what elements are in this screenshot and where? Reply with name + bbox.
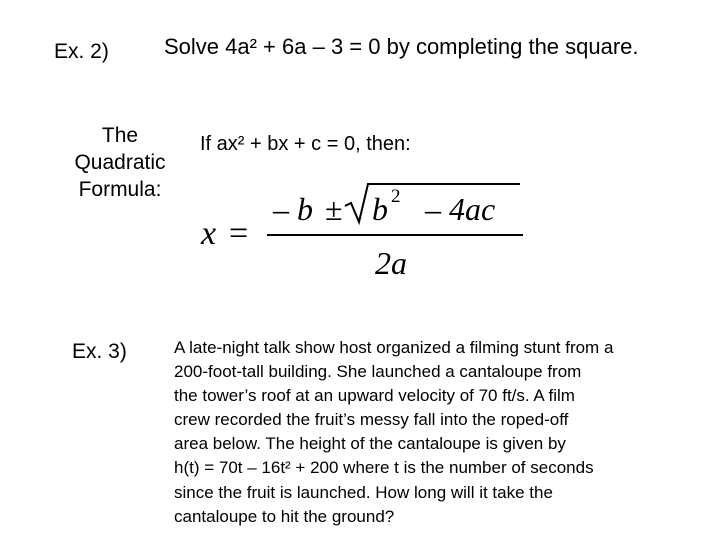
word-problem-line: crew recorded the fruit’s messy fall into the roped-off [174,410,569,430]
example-2-label: Ex. 2) [54,40,109,63]
formula-minus-4ac: – 4ac [425,191,496,227]
word-problem-line: 200-foot-tall building. She launched a cantaloupe from [174,362,582,382]
quadratic-formula-label-line: The [101,124,139,147]
example-3-word-problem [174,336,720,529]
formula-equals: = [229,215,249,252]
formula-plus-minus: ± [325,191,343,227]
word-problem-line: since the fruit is launched. How long will it take the [174,482,553,502]
formula-lhs: x [201,215,217,252]
quadratic-formula-label-line: Formula: [78,178,162,201]
quadratic-formula-label-line: Quadratic [74,151,166,174]
word-problem-line: the tower’s roof at an upward velocity of 70 ft/s. A film [174,386,575,406]
quadratic-formula-condition: If ax² + bx + c = 0, then: [200,133,411,155]
formula-minus-b: – b [273,191,313,227]
example-2-prompt: Solve 4a² + 6a – 3 = 0 by completing the square. [164,34,639,59]
word-problem-line: A late-night talk show host organized a filming stunt from a [174,338,614,357]
word-problem-line: cantaloupe to hit the ground? [174,506,395,526]
formula-denominator: 2a [375,245,407,280]
example-3-label: Ex. 3) [72,340,127,363]
formula-b-term: b [372,191,388,227]
quadratic-formula-equation [195,178,530,280]
word-problem-line: h(t) = 70t – 16t² + 200 where t is the number of seconds [174,458,594,478]
quadratic-formula-label [60,122,180,203]
word-problem-line: area below. The height of the cantaloupe is given by [174,434,566,454]
formula-exponent: 2 [391,186,401,207]
